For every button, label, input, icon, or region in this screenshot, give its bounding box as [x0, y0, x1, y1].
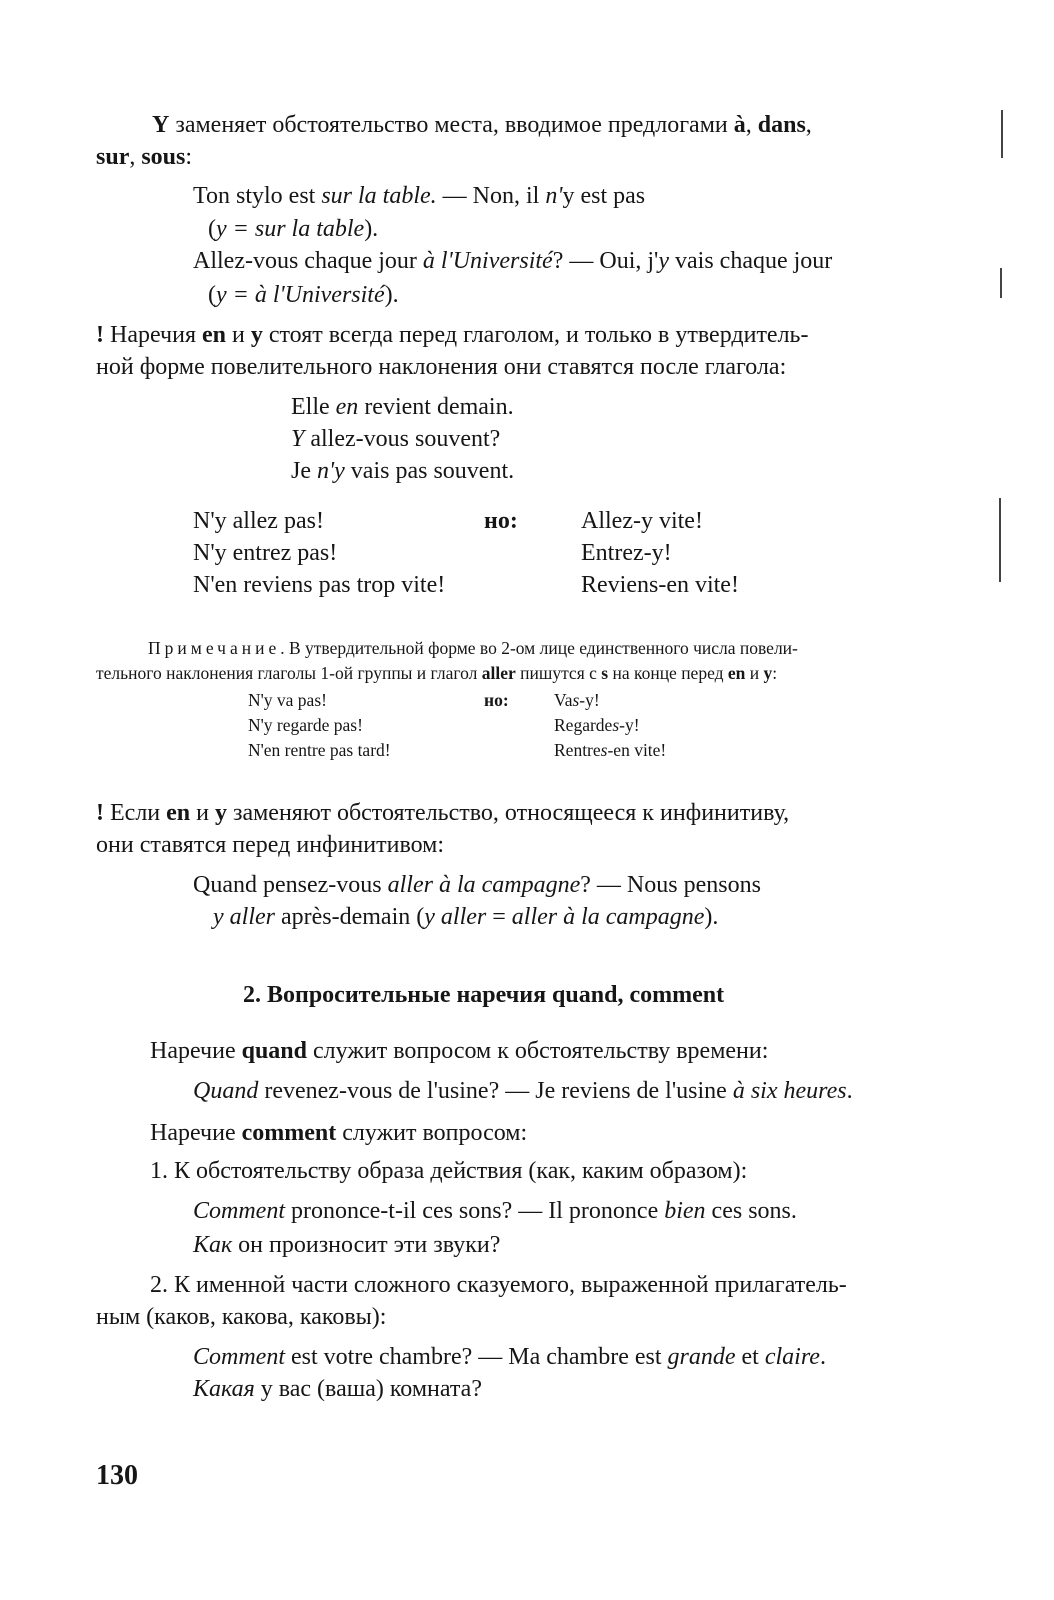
- p4-example-5: Какая у вас (ваша) комната?: [193, 1376, 482, 1402]
- p4-example-4: Comment est votre chambre? — Ma chambre est grande et claire.: [193, 1344, 826, 1370]
- imperative-left-2: N'y entrez pas!: [193, 540, 338, 566]
- scan-artifact: [999, 498, 1001, 582]
- p1-example-2: (y = sur la table).: [208, 216, 379, 242]
- p1-example-1: Ton stylo est sur la table. — Non, il n'y est pas: [193, 183, 646, 209]
- note-left-1: N'y va pas!: [248, 690, 327, 710]
- note-right-1: Vas-y!: [554, 690, 600, 710]
- p2-line-2: ной форме повелительного наклонения они ставятся после глагола:: [96, 354, 787, 380]
- p3-line-2: они ставятся перед инфинитивом:: [96, 832, 445, 858]
- p4-item-1: 1. К обстоятельству образа действия (как, каким образом):: [150, 1158, 748, 1184]
- p1-line-1: Y заменяет обстоятельство места, вводимое предлогами à, dans,: [152, 112, 812, 138]
- p4-example-2: Comment prononce-t-il ces sons? — Il prononce bien ces sons.: [193, 1198, 797, 1224]
- imperative-right-2: Entrez-y!: [581, 540, 672, 566]
- p1-example-4: (y = à l'Université).: [208, 282, 399, 308]
- p3-example-2: y aller après-demain (y aller = aller à la campagne).: [213, 904, 719, 930]
- section-heading: 2. Вопросительные наречия quand, comment: [243, 982, 725, 1008]
- note-left-2: N'y regarde pas!: [248, 715, 363, 735]
- p4-example-1: Quand revenez-vous de l'usine? — Je reviens de l'usine à six heures.: [193, 1078, 853, 1104]
- imperative-right-1: Allez-y vite!: [581, 508, 703, 534]
- note-line-2: тельного наклонения глаголы 1-ой группы и глагол aller пишутся с s на конце перед en и y:: [96, 663, 778, 683]
- imperative-left-1: N'y allez pas!: [193, 508, 324, 534]
- p2-line-1: ! Наречия en и y стоят всегда перед глаголом, и только в утвердитель-: [96, 322, 809, 348]
- scan-artifact: [1001, 110, 1003, 158]
- p2-example-3: Je n'y vais pas souvent.: [291, 458, 515, 484]
- p3-line-1: ! Если en и y заменяют обстоятельство, относящееся к инфинитиву,: [96, 800, 790, 826]
- page-number: 130: [96, 1460, 138, 1491]
- scan-artifact: [1000, 268, 1002, 298]
- note-line-1: Примечание. В утвердительной форме во 2-ом лице единственного числа повели-: [148, 638, 798, 658]
- note-left-3: N'en rentre pas tard!: [248, 740, 391, 760]
- p3-example-1: Quand pensez-vous aller à la campagne? — Nous pensons: [193, 872, 761, 898]
- imperative-right-3: Reviens-en vite!: [581, 572, 739, 598]
- note-label: Примечание: [148, 638, 281, 658]
- note-right-2: Regardes-y!: [554, 715, 640, 735]
- p4-item-2a: 2. К именной части сложного сказуемого, выраженной прилагатель-: [150, 1272, 847, 1298]
- p1-example-3: Allez-vous chaque jour à l'Université? — Oui, j'y vais chaque jour: [193, 248, 833, 274]
- p4-line-1: Наречие quand служит вопросом к обстоятельству времени:: [150, 1038, 769, 1064]
- note-right-3: Rentres-en vite!: [554, 740, 667, 760]
- p4-item-2b: ным (каков, какова, каковы):: [96, 1304, 387, 1330]
- p2-example-2: Y allez-vous souvent?: [291, 426, 501, 452]
- p4-example-3: Как он произносит эти звуки?: [193, 1232, 501, 1258]
- p4-line-2: Наречие comment служит вопросом:: [150, 1120, 528, 1146]
- imperative-no-label: но:: [484, 508, 518, 534]
- p2-example-1: Elle en revient demain.: [291, 394, 514, 420]
- note-no-label: но:: [484, 690, 509, 710]
- imperative-left-3: N'en reviens pas trop vite!: [193, 572, 446, 598]
- p1-line-2: sur, sous:: [96, 144, 193, 170]
